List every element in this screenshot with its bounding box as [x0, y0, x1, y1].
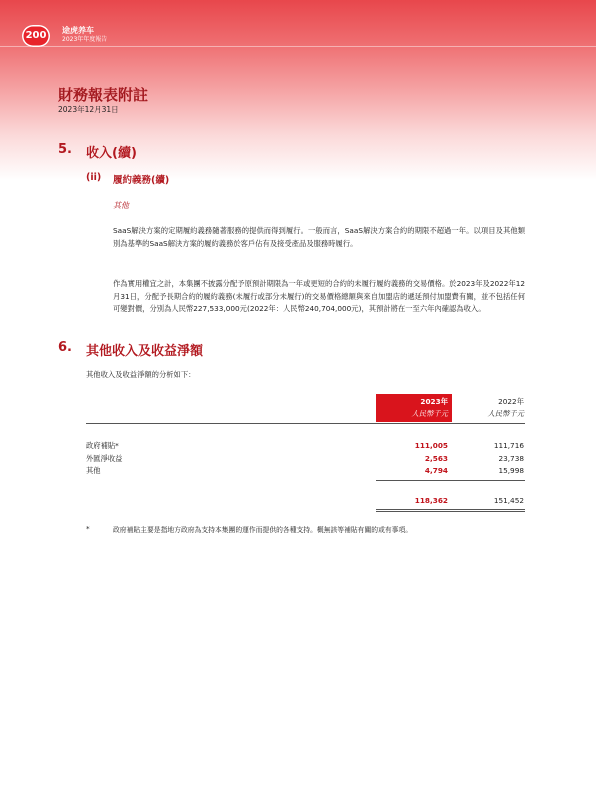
section-6-title: 其他收入及收益淨額 — [86, 344, 204, 359]
page-date: 2023年12月31日 — [58, 105, 119, 114]
paragraph-practical-expedient: 作為實用權宜之計，本集團不披露分配予原預計期限為一年或更短的合約的未履行履約義務的交易價格。於2023年及2022年12月31日，分配予長期合約的履約義務(未履行或部分未履行)的交易價格總額與來自加盟店的遞延預付加盟費有關，並不包括任何可變對價，分別為人民幣227,533,000元(2022年：人民幣240,704,000元)，其預計將在一至六年內確認為收入。 — [113, 279, 525, 313]
row-label-government-grants: 政府補貼* — [86, 441, 119, 450]
total-2022: 151,452 — [493, 496, 524, 505]
row-label-fx-gains: 外匯淨收益 — [86, 454, 123, 463]
total-top-rule — [376, 480, 525, 481]
subsection-title: 履約義務(續) — [113, 175, 170, 186]
report-name: 2023年年度報告 — [62, 36, 108, 43]
subsection-number: (ii) — [86, 172, 102, 183]
header-2023-year: 2023年 — [420, 397, 448, 406]
header-2023-unit: 人民幣千元 — [411, 409, 448, 418]
row-value-2023: 2,563 — [424, 454, 448, 463]
footnote-text: 政府補貼主要是指地方政府為支持本集團的運作而提供的各種支持。概無該等補貼有關的或有事項。 — [113, 526, 413, 534]
section-6-number: 6. — [58, 340, 72, 355]
total-2023: 118,362 — [414, 496, 448, 505]
total-bottom-rule-1 — [376, 509, 525, 510]
subsection-label: 其他 — [113, 201, 129, 210]
header-divider — [0, 46, 596, 47]
row-value-2022: 111,716 — [493, 441, 524, 450]
header-2022-unit: 人民幣千元 — [487, 409, 524, 418]
section-5-number: 5. — [58, 142, 72, 157]
table-header-rule — [86, 423, 525, 424]
row-value-2023: 111,005 — [414, 441, 448, 450]
header-2022-year: 2022年 — [498, 397, 524, 406]
row-label-others: 其他 — [86, 466, 101, 475]
row-value-2022: 23,738 — [498, 454, 524, 463]
row-value-2023: 4,794 — [424, 466, 448, 475]
company-name: 途虎养车 — [62, 26, 94, 35]
page-title: 財務報表附註 — [58, 86, 149, 104]
section-5-title: 收入(續) — [86, 146, 137, 161]
paragraph-saas: SaaS解決方案的定期履約義務隨著服務的提供而得到履行。一般而言，SaaS解決方案合約的期限不超過一年。以項目及其他類別為基準的SaaS解決方案的履約義務於客戶佔有及接受產品及服務時履行。 — [113, 226, 525, 248]
footnote-mark: * — [86, 524, 90, 533]
section-6-intro: 其他收入及收益淨額的分析如下： — [86, 370, 196, 379]
total-bottom-rule-2 — [376, 511, 525, 512]
row-value-2022: 15,998 — [498, 466, 524, 475]
page-number-badge: 200 — [22, 25, 50, 47]
